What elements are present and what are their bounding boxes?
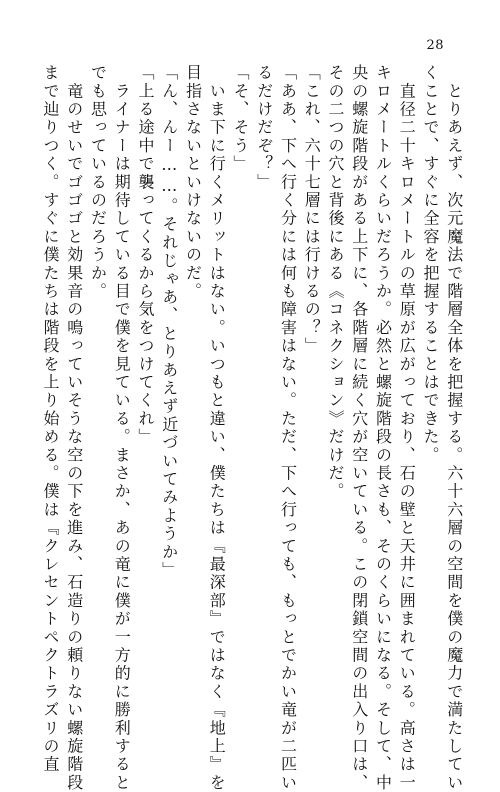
- page-number: 28: [426, 38, 444, 53]
- text-line: 央の螺旋階段がある上下に、各階層に続く穴が空いている。この閉鎖空間の出入り口は、: [349, 64, 369, 792]
- text-line: いま下に行くメリットはない。いつもと違い、僕たちは『最深部』ではなく『地上』を: [207, 64, 227, 792]
- text-line: 目指さないといけないのだ。: [183, 64, 203, 301]
- text-line: とりあえず、次元魔法で階層全体を把握する。六十六層の空間を僕の魔力で満たしてい: [444, 64, 464, 792]
- text-line: 「ああ、下へ行く分には何も障害はない。ただ、下へ行っても、もっとでかい竜が二匹い: [278, 64, 298, 792]
- text-line: キロメートルくらいだろうか。必然と螺旋階段の長さも、そのくらいになる。そして、中: [373, 64, 393, 792]
- text-line: 竜のせいでゴゴゴと効果音の鳴っていそうな空の下を進み、石造りの頼りない螺旋階段: [64, 64, 84, 792]
- text-line: 「そ、そう」: [231, 64, 250, 174]
- text-line: 「ん、んー……。それじゃあ、とりあえず近づいてみようか」: [159, 64, 179, 580]
- text-line: でも思っているのだろうか。: [88, 64, 108, 301]
- text-line: 直径二十キロメートルの草原が広がっており、石の壁と天井に囲まれている。高さは一: [397, 64, 417, 792]
- text-line: くことで、すぐに全容を把握することはできた。: [421, 64, 440, 465]
- text-line: その二つの穴と背後にある《コネクション》だけだ。: [326, 64, 345, 501]
- text-line: ライナーは期待している目で僕を見ている。まさか、あの竜に僕が一方的に勝利すると: [112, 64, 132, 792]
- vertical-text-body: [41, 64, 464, 792]
- text-line: 「これ、六十七層には行けるの？」: [302, 64, 322, 356]
- text-line: まで辿りつく。すぐに僕たちは階段を上り始める。僕は『クレセントペクトラズリの直: [41, 64, 60, 774]
- text-line: 「上る途中で襲ってくるから気をつけてくれ」: [136, 64, 155, 447]
- text-line: るだけだぞ？」: [254, 64, 274, 192]
